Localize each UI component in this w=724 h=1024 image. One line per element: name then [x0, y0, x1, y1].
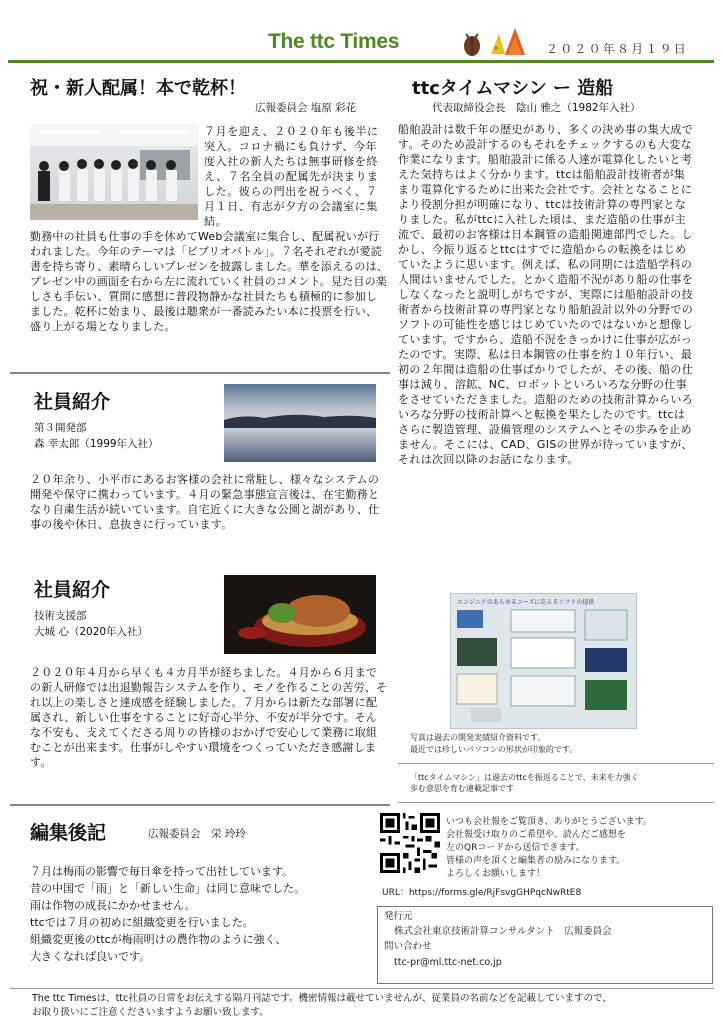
article-title: 祝・新人配属！本で乾杯！ — [30, 78, 246, 99]
editor-line: ７月は梅雨の影響で毎日傘を持って出社しています。 — [30, 865, 294, 878]
column-rule — [398, 802, 714, 803]
editor-heading: 編集後記 — [30, 822, 107, 844]
feedback-line: 会社報受け取りのご希望や、読んだご感想を — [446, 830, 626, 840]
feedback-line: 左のQRコードから送信できます。 — [446, 843, 585, 853]
footer-note: お取り扱いにご注意くださいますようお願い致します。 — [32, 1007, 269, 1018]
timemachine-body: 船舶設計は数千年の歴史があり、多くの決め事の集大成です。そのため設計するのもそれをチェックするのも大変な作業になります。船舶設計に係る人達が電算化したいと考えた気持ちはよく分かります。ttcは船舶設計技術者が集まり電算化するために出来た会社です。会社となることにより役割分担が明確になり、ttcは技術計算の専門家となりました。私がttcに入社した頃は、まだ造船の仕事が主流で、最初のお客様は日本鋼管の造船関連部門でした。しかし、今振り返るとttcはすでに造船からの転換をはじめていたように思います。例えば、私の同期には造船学科の人間はいませんでした。とかく造船不況があり船の仕事をしなくなったと説明しがちですが、実際には船舶設計の技術者から技術計算の専門家となり船舶設計以外の分野でのソフトの可能性を感じはじめていたのではないかと想像しています。ですから、造船不況をきっかけに仕事が広がったのです。実際、私は日本鋼管の仕事を約１０年行い、最初の２年間は造船の仕事ばかりでしたが、その後、船の仕事は減り、溶鉱、NC、ロボットといろいろな分野の仕事をさせていただきました。造船のための技術計算からいろいろな分野の技術計算へと転換を果たしたのです。ttcはさらに製造管理、設備管理のシステムへとその歩みを止めません。そこには、CAD、GISの世界が待っていますが、それは次回以降のお話になります。 — [398, 123, 694, 466]
feedback-line: 皆様の声を頂くと編集者の励みになります。 — [446, 856, 626, 866]
section-divider — [10, 804, 390, 806]
publisher-company: 株式会社東京技術計算コンサルタント 広報委員会 — [394, 926, 612, 937]
food-photo — [224, 575, 376, 654]
beetle-icon — [461, 24, 529, 58]
publisher-label: 発行元 — [384, 911, 413, 922]
photo-caption: 最近では珍しいパソコンの形状が印象的です。 — [410, 745, 578, 754]
article-byline: 広報委員会 塩原 彩花 — [255, 102, 357, 114]
series-note: 歩む意思を育む連載記事です — [410, 784, 514, 793]
column-rule — [398, 763, 714, 764]
feedback-line: よろしくお願いします！ — [446, 869, 546, 879]
timemachine-byline: 代表取締役会長 陰山 雅之（1982年入社） — [432, 102, 641, 114]
issue-date: ２０２０年８月１９日 — [546, 42, 689, 56]
masthead-logo — [461, 24, 529, 58]
profile-heading: 社員紹介 — [34, 579, 111, 601]
contact-label: 問い合わせ — [384, 941, 432, 952]
series-note: 「ttcタイムマシン」は過去のttcを振返ることで、未来を力強く — [410, 773, 639, 782]
timemachine-title: ttcタイムマシン ー 造船 — [412, 78, 614, 99]
profile-body: ２０年余り、小平市にあるお客様の会社に常駐し、様々なシステムの開発や保守に携わっています。４月の緊急事態宣言後は、在宅勤務となり自粛生活が続いています。自宅近くに大きな公園と湖があり、仕事の後や休日、息抜きに行っています。 — [30, 473, 380, 531]
editor-line: 昔の中国で「雨」と「新しい生命」は同じ意味でした。 — [30, 882, 305, 895]
footer-rule — [10, 988, 714, 989]
photo-caption: 写真は過去の開発実績紹介資料です。 — [410, 733, 546, 742]
profile-body: ２０２０年４月から早くも４カ月半が経ちました。４月から６月までの新人研修では出退勤報告システムを作り、モノを作ることの苦労、それ以上の楽しさと達成感を経験しました。７月からは新たな部署に配属され、新しい仕事をすることに好奇心半分、不安が半分です。そんな不安も、支えてくださる周りの皆様のおかげで安心して業務に取組むことが出来ます。仕事がしやすい環境をつくっていただき感謝します。 — [30, 666, 388, 769]
editor-byline: 広報委員会 栄 玲玲 — [148, 828, 246, 840]
qr-code[interactable] — [380, 813, 440, 873]
profile-dept: 技術支援部 — [34, 610, 87, 622]
qr-code-icon — [380, 813, 440, 873]
article-body-right: ７月を迎え、２０２０年も後半に突入。コロナ禍にも負けず、今年度入社の新人たちは無事研修を終え、７名全員の配属先が決まりました。彼らの門出を祝うべく、７月１日、有志が夕方の会議室に集結。 — [204, 125, 379, 228]
new-employees-photo — [30, 124, 198, 220]
lake-photo — [224, 384, 376, 462]
feedback-line: いつも会社報をご覧頂き、ありがとうございます。 — [446, 817, 652, 827]
article-body: 勤務中の社員も仕事の手を休めてWeb会議室に集合し、配属祝いが行われました。今年のテーマは「ビブリオバトル」。７名それぞれが愛読書を持ち寄り、素晴らしいプレゼンを披露しました。華を添えるのは、プレゼン中の画面を右から左に流れていく社員のコメント。見た目の楽しさも手伝い、質問に感想に普段物静かな社員たちも積極的に参加しました。乾杯に始まり、最後は聴衆が一番読みたい本に投票を行い、盛り上がる場となりました。 — [30, 230, 388, 333]
profile-name: 大城 心（2020年入社） — [34, 626, 149, 638]
editor-line: ttcでは７月の初めに組織変更を行いました。 — [30, 916, 254, 929]
brochure-photo — [450, 593, 637, 729]
profile-name: 森 幸太郎（1999年入社） — [34, 438, 159, 450]
masthead-title: The ttc Times — [268, 30, 400, 53]
section-divider — [10, 372, 390, 374]
feedback-url-link[interactable]: URL：https://forms.gle/RjFsvgGHPqcNwRtE8 — [382, 888, 582, 898]
editor-line: 雨は作物の成長にかかせません。 — [30, 899, 196, 912]
brochure-photo-title: エンジニアのあらゆるニーズに応えるソフトの提供 — [457, 599, 595, 606]
footer-note: The ttc Timesは、ttc社員の日常をお伝えする隔月刊誌です。機密情報は載せていませんが、従業員の名前などを記載していますので、 — [32, 993, 612, 1004]
profile-heading: 社員紹介 — [34, 391, 111, 413]
editor-line: 大きくなれば良いです。 — [30, 950, 151, 963]
contact-email-link[interactable]: ttc-pr@ml.ttc-net.co.jp — [394, 957, 502, 968]
masthead-rule — [8, 60, 714, 63]
editor-line: 組織変更後のttcが梅雨明けの農作物のように強く、 — [30, 933, 287, 946]
profile-dept: 第３開発部 — [34, 422, 87, 434]
